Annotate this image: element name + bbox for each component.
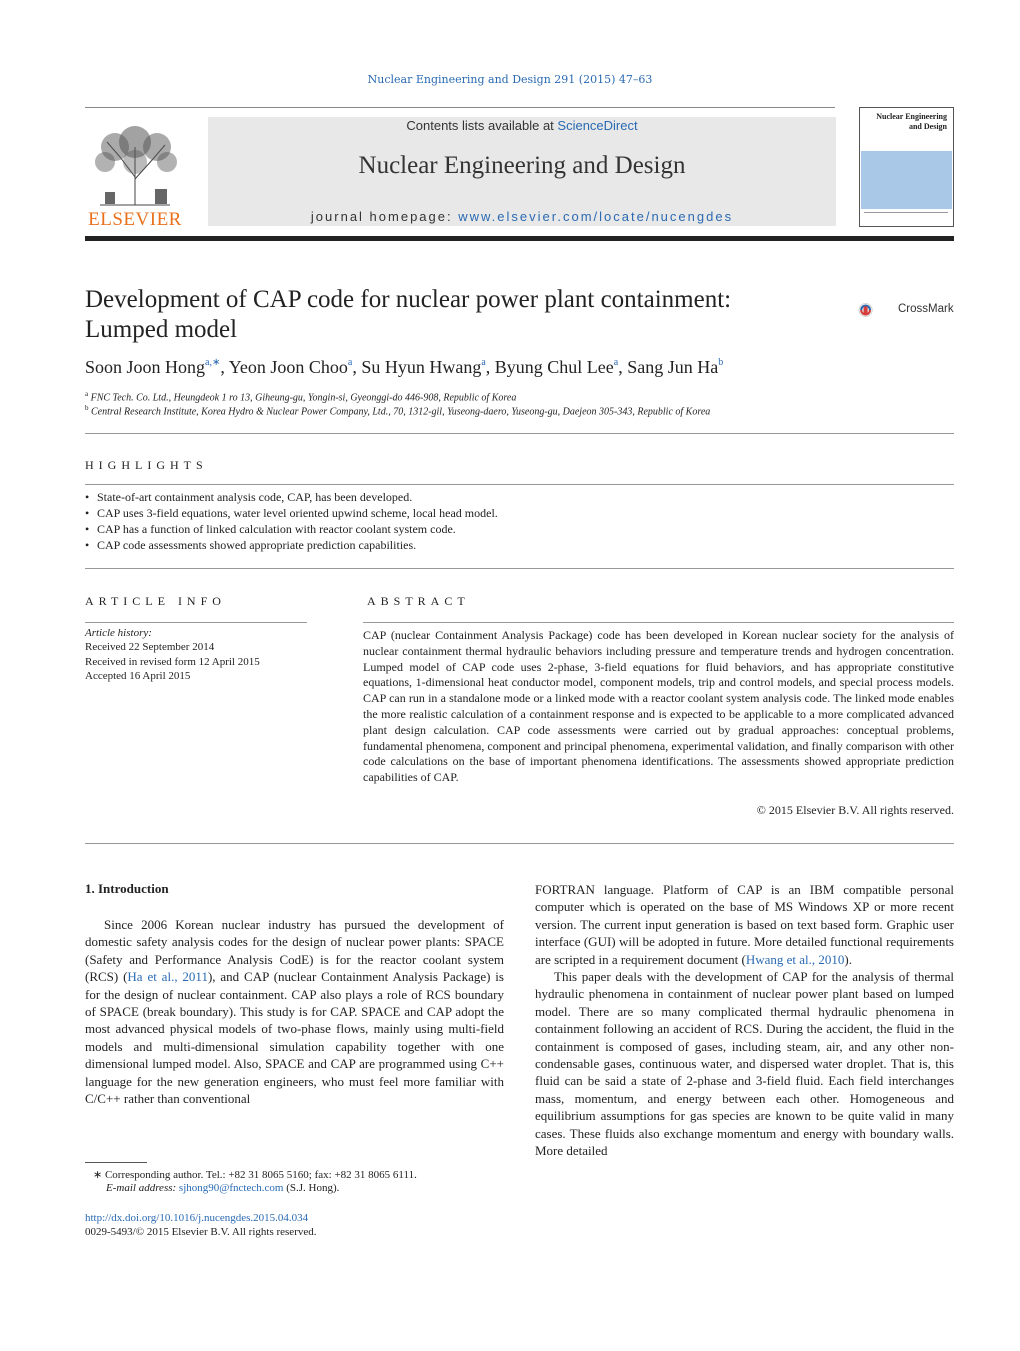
article-history-label: Article history: bbox=[85, 627, 152, 639]
author-1[interactable]: Soon Joon Hong$^{a,∗}$ bbox=[85, 357, 221, 377]
highlight-item: • CAP code assessments showed appropriate prediction capabilities. bbox=[85, 538, 417, 552]
history-accepted: Accepted 16 April 2015 bbox=[85, 670, 191, 682]
citation-link[interactable]: Ha et al., 2011 bbox=[127, 969, 208, 985]
highlight-item: • State-of-art containment analysis code, CAP, has been developed. bbox=[85, 490, 413, 504]
title-line-2: Lumped model bbox=[85, 316, 238, 343]
body-column-right bbox=[535, 881, 954, 1160]
corresponding-author-note: ∗ Corresponding author. Tel.: +82 31 8065 5160; fax: +82 31 8065 6111. bbox=[93, 1169, 417, 1181]
contents-line bbox=[208, 118, 836, 133]
journal-homepage-link[interactable]: www.elsevier.com/locate/nucengdes bbox=[458, 209, 734, 224]
journal-citation[interactable]: Nuclear Engineering and Design 291 (2015) 47–63 bbox=[367, 73, 653, 86]
article-info-heading: ARTICLE INFO bbox=[85, 594, 226, 608]
affiliation-a: $^a$ FNC Tech. Co. Ltd., Heungdeok 1 ro 13, Giheung-gu, Yongin-si, Gyeonggi-do 446-908, Republic of Korea bbox=[85, 390, 517, 404]
highlight-item: • CAP uses 3-field equations, water level oriented upwind scheme, local head model. bbox=[85, 506, 498, 520]
intro-paragraph-2: This paper deals with the development of CAP for the analysis of thermal hydraulic phenomena in containment of nuclear power plant based on lumped model. There are so many complicated thermal hydraulic phenomena in containment following an accident of RCS. During the accident, the fluid in the containment is composed of gases, including steam, air, and any other non-condensable gases, continuous water, and dispersed water droplet. That is, this fluid can be said a state of 2-phase and 3-field fluid. Each field interchanges mass, momentum, and energy between each other. Homogeneous and equilibrium assumptions for gas species are known to be quite valid in many cases. These fluids also exchange momentum and energy with boundary walls. More detailed bbox=[535, 969, 954, 1159]
history-received: Received 22 September 2014 bbox=[85, 641, 215, 653]
cover-footer-line bbox=[864, 212, 948, 213]
doi-link[interactable]: http://dx.doi.org/10.1016/j.nucengdes.2015.04.034 bbox=[85, 1212, 309, 1224]
author-4[interactable]: Byung Chul Lee$^a$ bbox=[494, 357, 619, 377]
article-info-rule bbox=[85, 622, 307, 623]
homepage-line bbox=[208, 209, 836, 224]
article-title bbox=[85, 285, 825, 345]
citation-link[interactable]: Hwang et al., 2010 bbox=[745, 951, 845, 967]
highlights-heading: HIGHLIGHTS bbox=[85, 458, 208, 472]
abstract-bottom-rule bbox=[85, 843, 954, 844]
cover-image bbox=[861, 151, 952, 209]
author-list: Soon Joon Hong$^{a,∗}$, Yeon Joon Choo$^a$, Su Hyun Hwang$^a$, Byung Chul Lee$^a$, Sang Jun Ha$^b$ bbox=[85, 357, 724, 377]
email-note: E-mail address: sjhong90@fnctech.com (S.J. Hong). bbox=[106, 1182, 340, 1194]
section-heading-introduction: 1. Introduction bbox=[85, 881, 169, 896]
author-3[interactable]: Su Hyun Hwang$^a$ bbox=[361, 357, 486, 377]
sciencedirect-link[interactable]: ScienceDirect bbox=[557, 118, 638, 133]
journal-cover-thumbnail[interactable] bbox=[859, 107, 954, 227]
affiliation-rule bbox=[85, 433, 954, 434]
intro-paragraph-1-continued: FORTRAN language. Platform of CAP is an IBM compatible personal computer which is operated on the base of MS Windows XP or more recent version. The current input generation is based on text based form. Graphic user interface (GUI) will be adopted in future. More detailed functional requirements are scripted in a requirement document (Hwang et al., 2010). bbox=[535, 882, 954, 967]
highlights-rule bbox=[85, 484, 954, 485]
top-rule bbox=[85, 107, 835, 108]
abstract-heading: ABSTRACT bbox=[367, 594, 470, 608]
author-5[interactable]: Sang Jun Ha$^b$ bbox=[627, 357, 724, 377]
intro-paragraph-1: Since 2006 Korean nuclear industry has pursued the development of domestic safety analysis codes for the design of nuclear power plants: SPACE (Safety and Performance Analysis CodE) is for the reactor coolant system (RCS) (Ha et al., 2011), and CAP (nuclear Containment Analysis Package) is for the design of nuclear containment. CAP also plays a role of RCS boundary of SPACE (break boundary). This study is for CAP. SPACE and CAP adopt the most advanced physical models of two-phase flows, mainly using multi-field models and multi-dimensional simulation capability together with one dimensional lumped model. Also, SPACE and CAP are programmed using C++ language for the new generation engineers, who must feel more familiar with C/C++ rather than conventional bbox=[85, 917, 504, 1107]
body-column-left bbox=[85, 916, 504, 1107]
highlights-bottom-rule bbox=[85, 568, 954, 569]
email-link[interactable]: sjhong90@fnctech.com bbox=[178, 1182, 284, 1194]
history-revised: Received in revised form 12 April 2015 bbox=[85, 656, 260, 668]
crossmark-icon[interactable] bbox=[858, 290, 898, 330]
title-line-1: Development of CAP code for nuclear power plant containment: bbox=[85, 286, 732, 313]
abstract-copyright: © 2015 Elsevier B.V. All rights reserved. bbox=[756, 803, 954, 817]
contents-prefix: Contents lists available at bbox=[406, 118, 558, 133]
author-2[interactable]: Yeon Joon Choo$^a$ bbox=[228, 357, 353, 377]
abstract-body: CAP (nuclear Containment Analysis Package) code has been developed in Korean nuclear society for the analysis of nuclear containment thermal hydraulic behaviors including pressure and temperature trends and hydrogen concentration. Lumped model of CAP code uses 2-phase, 3-field equations for fluid behaviors, and has appropriate constitutive equations, 1-dimensional heat conductor model, component models, trip and control models, and special process models. CAP can run in a standalone mode or a linked mode with a reactor coolant system analysis code. The linked mode enables the more realistic calculation of a containment response and is expected to be applicable to a more complicated advanced plant design calculation. CAP code assessments were carried out by gradual approaches: conceptual problems, fundamental phenomena, component and principal phenomena, experimental validation, and finally comparison with other code calculations on the base of important phenomena identifications. The assessments showed appropriate prediction capabilities of CAP. bbox=[363, 628, 954, 785]
abstract-rule bbox=[363, 622, 954, 623]
elsevier-wordmark: ELSEVIER bbox=[88, 209, 182, 230]
footnote-rule bbox=[85, 1162, 147, 1163]
header-thick-rule bbox=[85, 236, 954, 241]
cover-title: Nuclear Engineering and Design bbox=[876, 112, 947, 131]
affiliation-b: $^b$ Central Research Institute, Korea Hydro & Nuclear Power Company, Ltd., 70, 1312-gil, Yuseong-daero, Yuseong-gu, Daejeon 305-343, Republic of Korea bbox=[85, 404, 711, 418]
highlight-item: • CAP has a function of linked calculation with reactor coolant system code. bbox=[85, 522, 456, 536]
journal-name: Nuclear Engineering and Design bbox=[358, 152, 686, 179]
issn-copyright: 0029-5493/© 2015 Elsevier B.V. All rights reserved. bbox=[85, 1226, 317, 1238]
homepage-prefix: journal homepage: bbox=[310, 209, 459, 224]
crossmark-label[interactable]: CrossMark bbox=[898, 303, 954, 315]
